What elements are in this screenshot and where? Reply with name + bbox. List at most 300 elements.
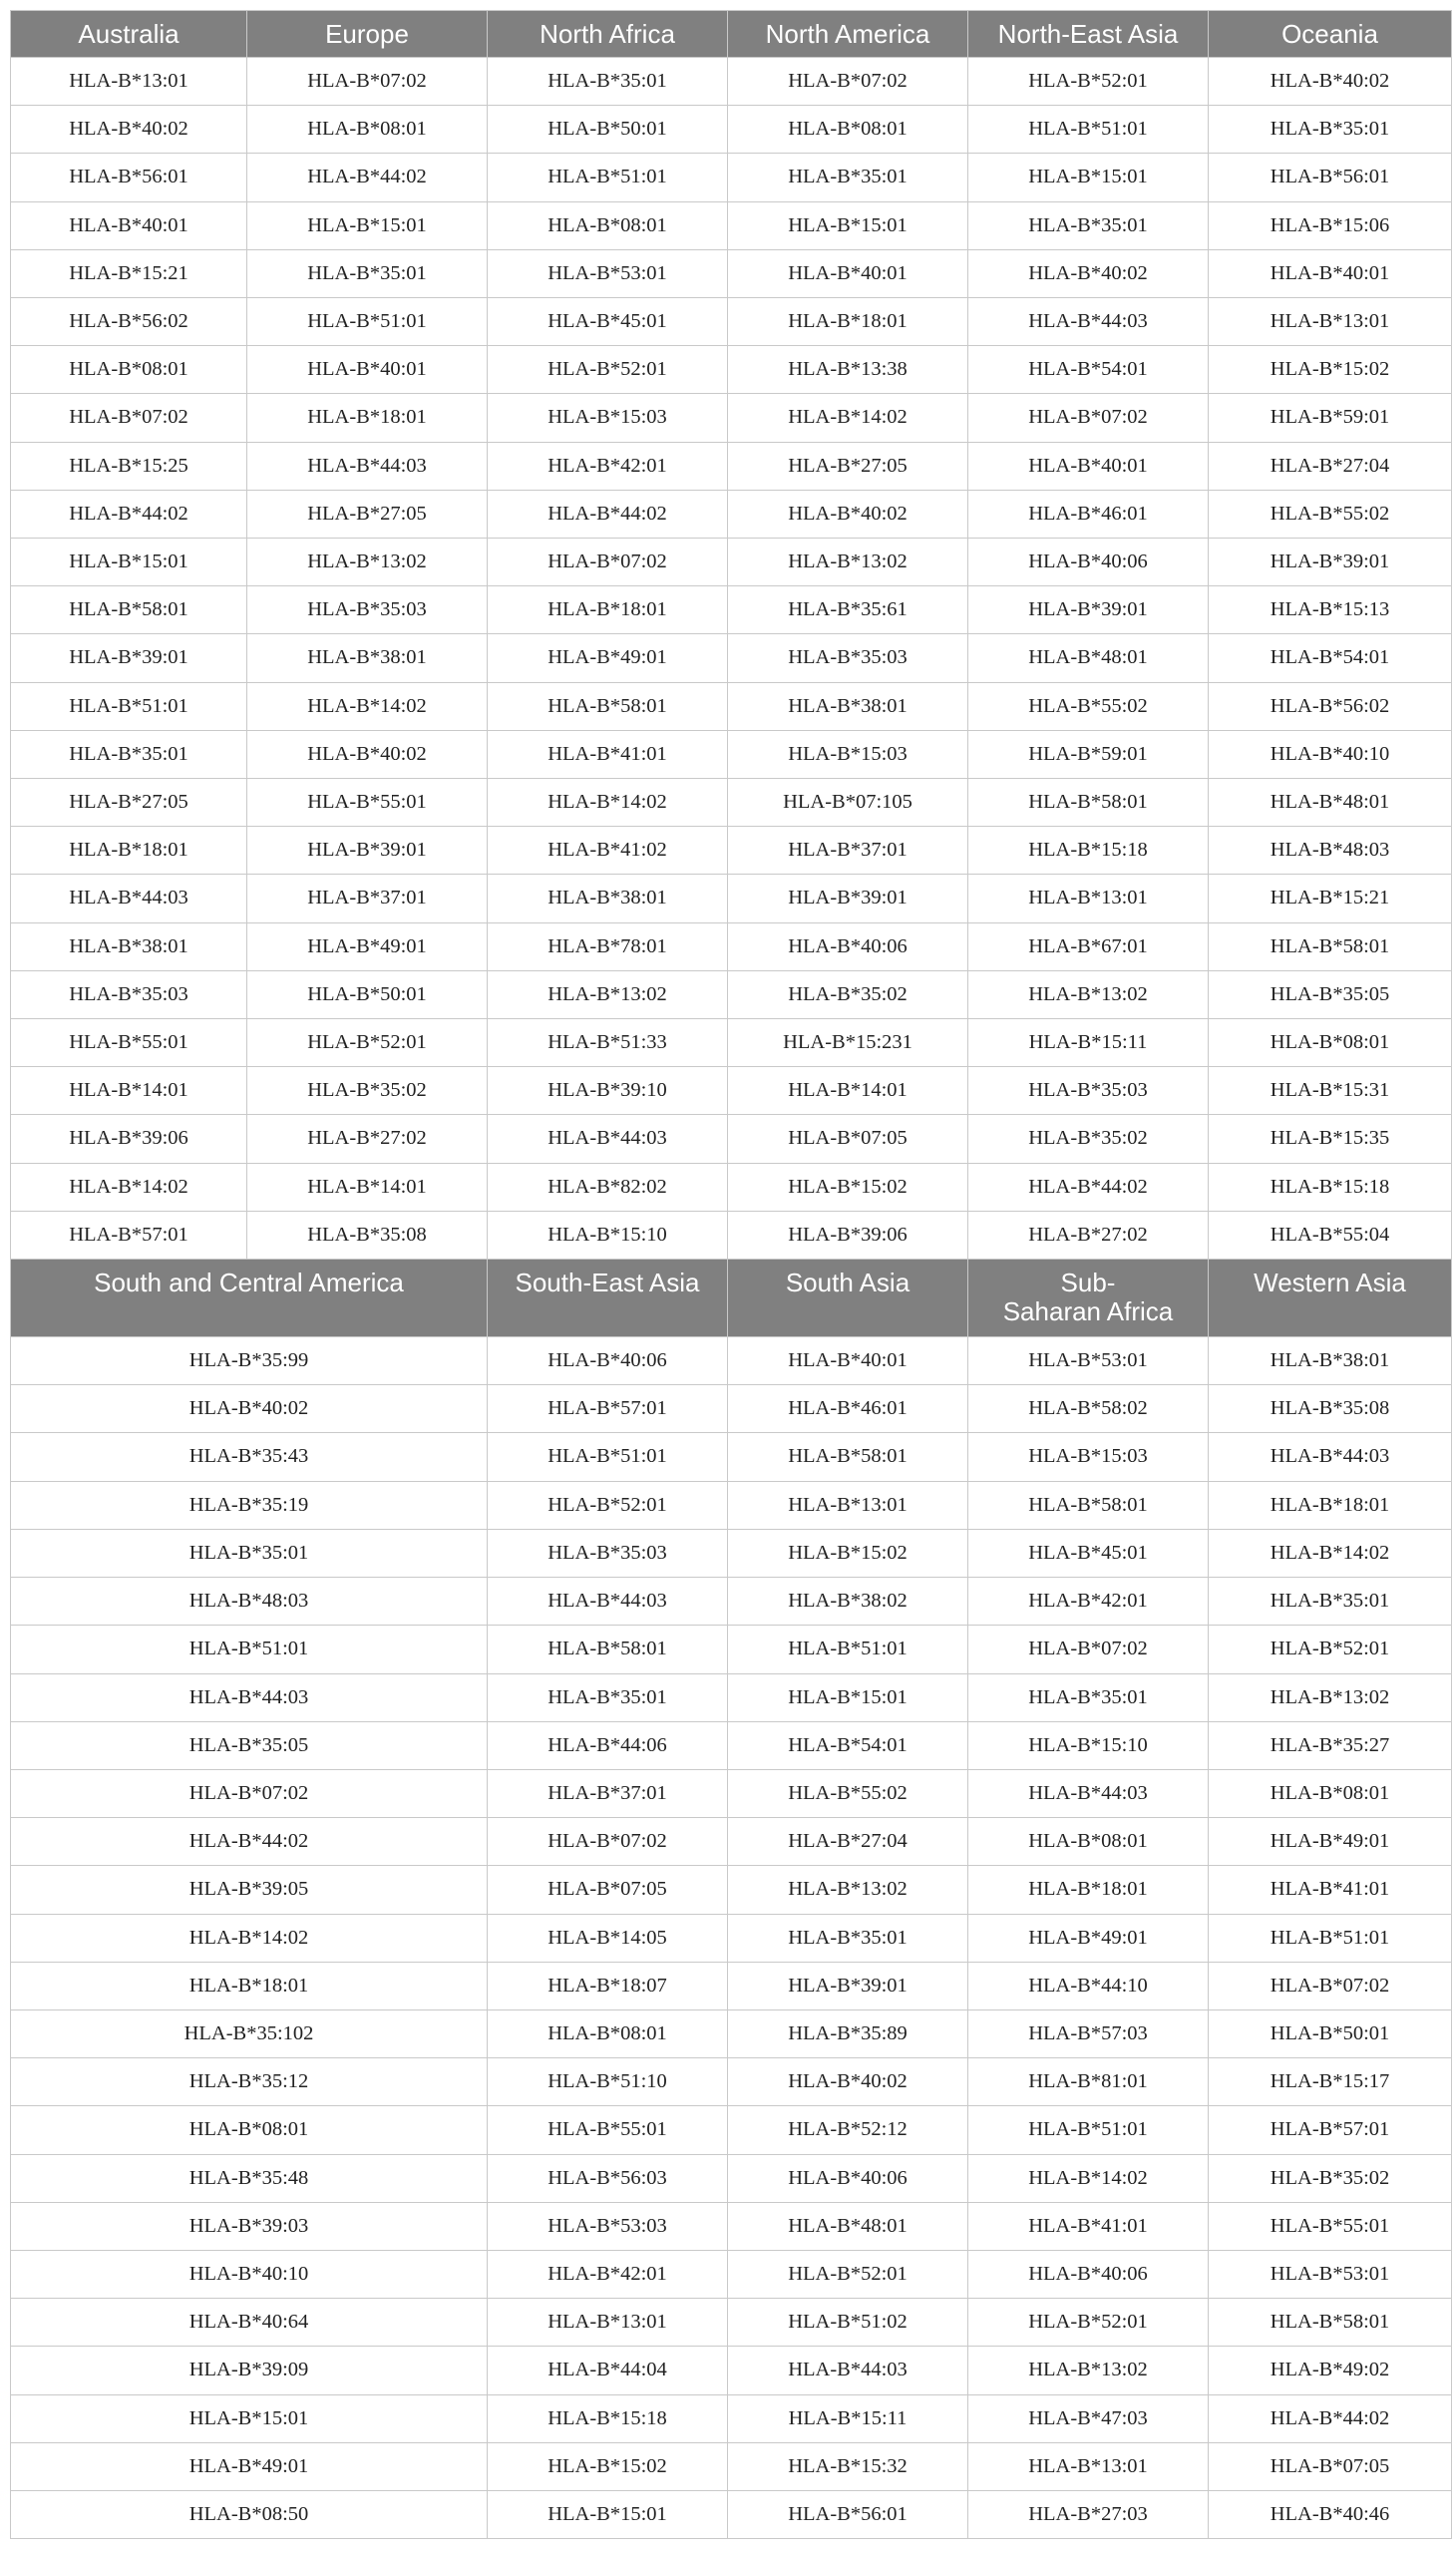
column-header-south-asia (728, 1260, 968, 1337)
allele-cell: HLA-B*49:01 (11, 2442, 488, 2490)
table-row (11, 2347, 1452, 2394)
allele-cell: HLA-B*38:01 (728, 682, 968, 730)
allele-cell: HLA-B*57:01 (488, 1385, 728, 1433)
allele-cell: HLA-B*15:02 (488, 2442, 728, 2490)
allele-cell: HLA-B*51:01 (488, 154, 728, 201)
allele-cell: HLA-B*08:01 (968, 1818, 1209, 1866)
table-row (11, 779, 1452, 827)
table-row (11, 2490, 1452, 2538)
allele-cell: HLA-B*08:01 (247, 106, 488, 154)
allele-cell: HLA-B*27:05 (11, 779, 247, 827)
allele-cell: HLA-B*39:01 (11, 634, 247, 682)
allele-cell: HLA-B*07:02 (488, 539, 728, 586)
allele-cell: HLA-B*52:01 (968, 2299, 1209, 2347)
allele-cell: HLA-B*40:06 (968, 539, 1209, 586)
allele-cell: HLA-B*35:03 (728, 634, 968, 682)
allele-cell: HLA-B*15:01 (968, 154, 1209, 201)
allele-cell: HLA-B*35:03 (968, 1067, 1209, 1115)
allele-cell: HLA-B*39:01 (728, 875, 968, 922)
allele-cell: HLA-B*15:25 (11, 442, 247, 490)
allele-cell: HLA-B*39:03 (11, 2202, 488, 2250)
allele-cell: HLA-B*18:01 (247, 394, 488, 442)
allele-cell: HLA-B*49:01 (488, 634, 728, 682)
allele-cell: HLA-B*15:231 (728, 1019, 968, 1067)
allele-cell: HLA-B*44:02 (968, 1163, 1209, 1211)
table-row (11, 2299, 1452, 2347)
allele-cell: HLA-B*59:01 (968, 730, 1209, 778)
allele-cell: HLA-B*35:01 (1209, 1578, 1452, 1626)
allele-cell: HLA-B*52:01 (968, 58, 1209, 106)
allele-cell: HLA-B*37:01 (728, 827, 968, 875)
allele-cell: HLA-B*40:01 (968, 442, 1209, 490)
allele-cell: HLA-B*51:01 (11, 1626, 488, 1673)
table-row (11, 1578, 1452, 1626)
allele-cell: HLA-B*37:01 (488, 1769, 728, 1817)
allele-cell: HLA-B*35:05 (1209, 970, 1452, 1018)
table-row (11, 2250, 1452, 2298)
allele-cell: HLA-B*55:01 (11, 1019, 247, 1067)
column-header-label: South-East Asia (515, 1268, 700, 1298)
allele-cell: HLA-B*40:02 (11, 106, 247, 154)
table-row (11, 1067, 1452, 1115)
allele-cell: HLA-B*37:01 (247, 875, 488, 922)
allele-cell: HLA-B*18:01 (11, 827, 247, 875)
allele-cell: HLA-B*13:01 (11, 58, 247, 106)
allele-cell: HLA-B*44:02 (1209, 2394, 1452, 2442)
allele-cell: HLA-B*38:01 (488, 875, 728, 922)
allele-cell: HLA-B*35:08 (1209, 1385, 1452, 1433)
allele-cell: HLA-B*58:01 (488, 1626, 728, 1673)
table-row (11, 1337, 1452, 1385)
hla-allele-table (10, 10, 1452, 2539)
allele-cell: HLA-B*46:01 (728, 1385, 968, 1433)
allele-cell: HLA-B*15:03 (968, 1433, 1209, 1481)
allele-cell: HLA-B*48:03 (11, 1578, 488, 1626)
allele-cell: HLA-B*40:10 (11, 2250, 488, 2298)
table-row (11, 1385, 1452, 1433)
column-header-label: Europe (325, 19, 409, 49)
allele-cell: HLA-B*08:01 (11, 2106, 488, 2154)
allele-cell: HLA-B*15:01 (11, 2394, 488, 2442)
allele-cell: HLA-B*51:01 (488, 1433, 728, 1481)
allele-cell: HLA-B*39:09 (11, 2347, 488, 2394)
allele-cell: HLA-B*57:01 (1209, 2106, 1452, 2154)
column-header-oceania (1209, 11, 1452, 58)
column-header-label: North-East Asia (997, 19, 1179, 49)
allele-cell: HLA-B*35:12 (11, 2058, 488, 2106)
allele-cell: HLA-B*07:05 (488, 1866, 728, 1914)
allele-cell: HLA-B*51:10 (488, 2058, 728, 2106)
allele-cell: HLA-B*45:01 (488, 298, 728, 346)
table-row (11, 1163, 1452, 1211)
allele-cell: HLA-B*50:01 (247, 970, 488, 1018)
allele-cell: HLA-B*07:02 (1209, 1962, 1452, 2009)
table-row (11, 1914, 1452, 1962)
allele-cell: HLA-B*50:01 (488, 106, 728, 154)
allele-cell: HLA-B*35:19 (11, 1481, 488, 1529)
allele-cell: HLA-B*44:03 (968, 1769, 1209, 1817)
allele-cell: HLA-B*51:01 (247, 298, 488, 346)
allele-cell: HLA-B*53:01 (968, 1337, 1209, 1385)
column-header-south-and-central-america (11, 1260, 488, 1337)
allele-cell: HLA-B*39:01 (247, 827, 488, 875)
allele-cell: HLA-B*18:01 (488, 586, 728, 634)
table-row (11, 394, 1452, 442)
allele-cell: HLA-B*55:02 (968, 682, 1209, 730)
table-row (11, 1866, 1452, 1914)
allele-cell: HLA-B*08:01 (728, 106, 968, 154)
table-row (11, 2058, 1452, 2106)
allele-cell: HLA-B*40:01 (247, 346, 488, 394)
allele-cell: HLA-B*45:01 (968, 1529, 1209, 1577)
allele-cell: HLA-B*40:64 (11, 2299, 488, 2347)
allele-cell: HLA-B*40:02 (728, 2058, 968, 2106)
allele-cell: HLA-B*40:06 (488, 1337, 728, 1385)
table-row (11, 298, 1452, 346)
allele-cell: HLA-B*18:01 (728, 298, 968, 346)
column-header-label: South and Central America (94, 1268, 404, 1298)
allele-cell: HLA-B*40:10 (1209, 730, 1452, 778)
allele-cell: HLA-B*35:89 (728, 2009, 968, 2057)
allele-cell: HLA-B*51:02 (728, 2299, 968, 2347)
allele-cell: HLA-B*38:01 (1209, 1337, 1452, 1385)
allele-cell: HLA-B*57:03 (968, 2009, 1209, 2057)
allele-cell: HLA-B*15:03 (728, 730, 968, 778)
allele-cell: HLA-B*44:03 (11, 1673, 488, 1721)
allele-cell: HLA-B*53:01 (488, 249, 728, 297)
table-row (11, 249, 1452, 297)
allele-cell: HLA-B*38:01 (11, 922, 247, 970)
allele-cell: HLA-B*15:18 (488, 2394, 728, 2442)
table-row (11, 922, 1452, 970)
allele-cell: HLA-B*35:01 (1209, 106, 1452, 154)
allele-cell: HLA-B*15:35 (1209, 1115, 1452, 1163)
allele-cell: HLA-B*08:01 (488, 201, 728, 249)
allele-cell: HLA-B*54:01 (728, 1721, 968, 1769)
allele-cell: HLA-B*13:02 (728, 1866, 968, 1914)
column-header-western-asia (1209, 1260, 1452, 1337)
column-header-australia (11, 11, 247, 58)
allele-cell: HLA-B*44:03 (1209, 1433, 1452, 1481)
allele-cell: HLA-B*13:01 (968, 875, 1209, 922)
table-row (11, 442, 1452, 490)
allele-cell: HLA-B*13:02 (488, 970, 728, 1018)
allele-cell: HLA-B*35:01 (488, 58, 728, 106)
allele-cell: HLA-B*52:01 (488, 346, 728, 394)
column-header-north-africa (488, 11, 728, 58)
allele-cell: HLA-B*42:01 (968, 1578, 1209, 1626)
allele-cell: HLA-B*35:61 (728, 586, 968, 634)
allele-cell: HLA-B*53:03 (488, 2202, 728, 2250)
allele-cell: HLA-B*35:02 (1209, 2154, 1452, 2202)
allele-cell: HLA-B*35:43 (11, 1433, 488, 1481)
table-row (11, 2442, 1452, 2490)
table-row (11, 539, 1452, 586)
allele-cell: HLA-B*44:03 (11, 875, 247, 922)
allele-cell: HLA-B*39:01 (728, 1962, 968, 2009)
allele-cell: HLA-B*56:01 (728, 2490, 968, 2538)
allele-cell: HLA-B*35:01 (11, 730, 247, 778)
allele-cell: HLA-B*52:01 (488, 1481, 728, 1529)
allele-cell: HLA-B*18:01 (1209, 1481, 1452, 1529)
allele-cell: HLA-B*18:07 (488, 1962, 728, 2009)
allele-cell: HLA-B*44:02 (488, 490, 728, 538)
allele-cell: HLA-B*44:03 (488, 1115, 728, 1163)
allele-cell: HLA-B*07:02 (11, 1769, 488, 1817)
allele-cell: HLA-B*82:02 (488, 1163, 728, 1211)
table-row (11, 1115, 1452, 1163)
allele-cell: HLA-B*08:01 (488, 2009, 728, 2057)
allele-cell: HLA-B*13:02 (968, 2347, 1209, 2394)
allele-cell: HLA-B*35:48 (11, 2154, 488, 2202)
allele-cell: HLA-B*27:04 (728, 1818, 968, 1866)
allele-cell: HLA-B*14:01 (11, 1067, 247, 1115)
allele-cell: HLA-B*40:06 (968, 2250, 1209, 2298)
allele-cell: HLA-B*27:03 (968, 2490, 1209, 2538)
allele-cell: HLA-B*14:01 (728, 1067, 968, 1115)
allele-cell: HLA-B*35:01 (968, 1673, 1209, 1721)
allele-cell: HLA-B*14:01 (247, 1163, 488, 1211)
region-header-row-top (11, 11, 1452, 58)
allele-cell: HLA-B*14:02 (968, 2154, 1209, 2202)
allele-cell: HLA-B*18:01 (968, 1866, 1209, 1914)
allele-cell: HLA-B*51:01 (11, 682, 247, 730)
table-row (11, 2202, 1452, 2250)
allele-cell: HLA-B*27:05 (728, 442, 968, 490)
allele-cell: HLA-B*41:02 (488, 827, 728, 875)
allele-cell: HLA-B*13:02 (728, 539, 968, 586)
allele-cell: HLA-B*41:01 (968, 2202, 1209, 2250)
allele-cell: HLA-B*54:01 (968, 346, 1209, 394)
allele-cell: HLA-B*42:01 (488, 2250, 728, 2298)
allele-cell: HLA-B*41:01 (1209, 1866, 1452, 1914)
allele-cell: HLA-B*58:01 (11, 586, 247, 634)
allele-cell: HLA-B*40:46 (1209, 2490, 1452, 2538)
column-header-europe (247, 11, 488, 58)
allele-cell: HLA-B*47:03 (968, 2394, 1209, 2442)
allele-cell: HLA-B*58:01 (1209, 2299, 1452, 2347)
column-header-label: North Africa (540, 19, 675, 49)
allele-cell: HLA-B*39:10 (488, 1067, 728, 1115)
allele-cell: HLA-B*27:05 (247, 490, 488, 538)
allele-cell: HLA-B*07:02 (968, 394, 1209, 442)
allele-cell: HLA-B*55:02 (728, 1769, 968, 1817)
allele-cell: HLA-B*58:02 (968, 1385, 1209, 1433)
allele-cell: HLA-B*35:03 (11, 970, 247, 1018)
allele-cell: HLA-B*15:01 (728, 201, 968, 249)
allele-cell: HLA-B*38:01 (247, 634, 488, 682)
table-row (11, 1626, 1452, 1673)
allele-cell: HLA-B*44:03 (247, 442, 488, 490)
table-row (11, 827, 1452, 875)
allele-cell: HLA-B*40:01 (1209, 249, 1452, 297)
allele-cell: HLA-B*81:01 (968, 2058, 1209, 2106)
table-row (11, 490, 1452, 538)
allele-cell: HLA-B*67:01 (968, 922, 1209, 970)
allele-cell: HLA-B*44:02 (11, 490, 247, 538)
allele-cell: HLA-B*35:01 (728, 154, 968, 201)
allele-cell: HLA-B*07:02 (728, 58, 968, 106)
allele-cell: HLA-B*40:02 (247, 730, 488, 778)
allele-cell: HLA-B*40:02 (1209, 58, 1452, 106)
allele-cell: HLA-B*52:01 (728, 2250, 968, 2298)
column-header-label: Western Asia (1254, 1268, 1406, 1298)
allele-cell: HLA-B*35:08 (247, 1211, 488, 1259)
allele-cell: HLA-B*35:01 (488, 1673, 728, 1721)
allele-cell: HLA-B*35:102 (11, 2009, 488, 2057)
allele-cell: HLA-B*15:01 (488, 2490, 728, 2538)
allele-cell: HLA-B*14:02 (488, 779, 728, 827)
allele-cell: HLA-B*48:01 (1209, 779, 1452, 827)
table-row (11, 1769, 1452, 1817)
column-header-label: Oceania (1281, 19, 1378, 49)
table-row (11, 154, 1452, 201)
allele-cell: HLA-B*35:03 (247, 586, 488, 634)
allele-cell: HLA-B*58:01 (1209, 922, 1452, 970)
allele-cell: HLA-B*40:06 (728, 922, 968, 970)
allele-cell: HLA-B*07:105 (728, 779, 968, 827)
allele-cell: HLA-B*55:02 (1209, 490, 1452, 538)
allele-cell: HLA-B*44:03 (968, 298, 1209, 346)
allele-cell: HLA-B*35:03 (488, 1529, 728, 1577)
allele-cell: HLA-B*15:11 (968, 1019, 1209, 1067)
column-header-south-east-asia (488, 1260, 728, 1337)
allele-cell: HLA-B*35:02 (968, 1115, 1209, 1163)
allele-cell: HLA-B*35:02 (247, 1067, 488, 1115)
allele-cell: HLA-B*15:02 (1209, 346, 1452, 394)
allele-cell: HLA-B*14:02 (11, 1914, 488, 1962)
allele-cell: HLA-B*58:01 (488, 682, 728, 730)
allele-cell: HLA-B*56:02 (1209, 682, 1452, 730)
allele-cell: HLA-B*52:01 (1209, 1626, 1452, 1673)
allele-cell: HLA-B*08:01 (11, 346, 247, 394)
bottom-table-body (11, 1337, 1452, 2539)
table-row (11, 970, 1452, 1018)
allele-cell: HLA-B*15:06 (1209, 201, 1452, 249)
allele-cell: HLA-B*14:02 (728, 394, 968, 442)
table-row (11, 730, 1452, 778)
allele-cell: HLA-B*08:50 (11, 2490, 488, 2538)
table-row (11, 1673, 1452, 1721)
allele-cell: HLA-B*51:01 (968, 2106, 1209, 2154)
allele-cell: HLA-B*39:05 (11, 1866, 488, 1914)
allele-cell: HLA-B*07:02 (968, 1626, 1209, 1673)
allele-cell: HLA-B*15:18 (1209, 1163, 1452, 1211)
allele-cell: HLA-B*52:01 (247, 1019, 488, 1067)
allele-cell: HLA-B*07:05 (1209, 2442, 1452, 2490)
allele-cell: HLA-B*15:01 (728, 1673, 968, 1721)
allele-cell: HLA-B*13:38 (728, 346, 968, 394)
allele-cell: HLA-B*13:01 (488, 2299, 728, 2347)
allele-cell: HLA-B*41:01 (488, 730, 728, 778)
table-row (11, 634, 1452, 682)
allele-cell: HLA-B*35:05 (11, 1721, 488, 1769)
allele-cell: HLA-B*48:01 (968, 634, 1209, 682)
table-row (11, 1019, 1452, 1067)
allele-cell: HLA-B*38:02 (728, 1578, 968, 1626)
allele-cell: HLA-B*27:02 (968, 1211, 1209, 1259)
allele-cell: HLA-B*55:01 (488, 2106, 728, 2154)
allele-cell: HLA-B*15:21 (1209, 875, 1452, 922)
allele-cell: HLA-B*07:02 (488, 1818, 728, 1866)
allele-cell: HLA-B*51:01 (968, 106, 1209, 154)
allele-cell: HLA-B*35:01 (968, 201, 1209, 249)
allele-cell: HLA-B*35:01 (247, 249, 488, 297)
allele-cell: HLA-B*35:27 (1209, 1721, 1452, 1769)
allele-cell: HLA-B*46:01 (968, 490, 1209, 538)
table-row (11, 2154, 1452, 2202)
allele-cell: HLA-B*44:03 (728, 2347, 968, 2394)
allele-cell: HLA-B*27:04 (1209, 442, 1452, 490)
column-header-north-america (728, 11, 968, 58)
allele-cell: HLA-B*15:13 (1209, 586, 1452, 634)
column-header-sub-saharan-africa (968, 1260, 1209, 1337)
allele-cell: HLA-B*40:01 (11, 201, 247, 249)
allele-cell: HLA-B*59:01 (1209, 394, 1452, 442)
table-row (11, 1818, 1452, 1866)
allele-cell: HLA-B*48:01 (728, 2202, 968, 2250)
allele-cell: HLA-B*57:01 (11, 1211, 247, 1259)
allele-cell: HLA-B*39:01 (1209, 539, 1452, 586)
allele-cell: HLA-B*13:02 (968, 970, 1209, 1018)
allele-cell: HLA-B*58:01 (968, 1481, 1209, 1529)
allele-cell: HLA-B*55:01 (1209, 2202, 1452, 2250)
allele-cell: HLA-B*56:03 (488, 2154, 728, 2202)
allele-cell: HLA-B*40:06 (728, 2154, 968, 2202)
table-row (11, 1721, 1452, 1769)
allele-cell: HLA-B*35:99 (11, 1337, 488, 1385)
allele-cell: HLA-B*40:02 (11, 1385, 488, 1433)
allele-cell: HLA-B*52:12 (728, 2106, 968, 2154)
table-row (11, 1481, 1452, 1529)
allele-cell: HLA-B*49:02 (1209, 2347, 1452, 2394)
allele-cell: HLA-B*44:03 (488, 1578, 728, 1626)
allele-cell: HLA-B*44:02 (247, 154, 488, 201)
allele-cell: HLA-B*48:03 (1209, 827, 1452, 875)
allele-cell: HLA-B*42:01 (488, 442, 728, 490)
allele-cell: HLA-B*39:01 (968, 586, 1209, 634)
table-row (11, 346, 1452, 394)
allele-cell: HLA-B*08:01 (1209, 1019, 1452, 1067)
table-row (11, 106, 1452, 154)
column-header-north-east-asia (968, 11, 1209, 58)
allele-cell: HLA-B*39:06 (11, 1115, 247, 1163)
column-header-label: North America (765, 19, 930, 49)
allele-cell: HLA-B*14:05 (488, 1914, 728, 1962)
allele-cell: HLA-B*55:04 (1209, 1211, 1452, 1259)
allele-cell: HLA-B*14:02 (1209, 1529, 1452, 1577)
column-header-label: Australia (78, 19, 180, 49)
allele-cell: HLA-B*35:01 (728, 1914, 968, 1962)
table-row (11, 2106, 1452, 2154)
table-row (11, 1433, 1452, 1481)
allele-cell: HLA-B*07:05 (728, 1115, 968, 1163)
allele-cell: HLA-B*51:33 (488, 1019, 728, 1067)
allele-cell: HLA-B*40:02 (968, 249, 1209, 297)
allele-cell: HLA-B*15:32 (728, 2442, 968, 2490)
allele-cell: HLA-B*53:01 (1209, 2250, 1452, 2298)
column-header-label: Sub- Saharan Africa (1002, 1268, 1174, 1327)
allele-cell: HLA-B*35:01 (11, 1529, 488, 1577)
table-row (11, 682, 1452, 730)
allele-cell: HLA-B*13:01 (1209, 298, 1452, 346)
table-row (11, 1962, 1452, 2009)
allele-cell: HLA-B*14:02 (247, 682, 488, 730)
allele-cell: HLA-B*44:02 (11, 1818, 488, 1866)
allele-cell: HLA-B*08:01 (1209, 1769, 1452, 1817)
allele-cell: HLA-B*49:01 (247, 922, 488, 970)
allele-cell: HLA-B*15:11 (728, 2394, 968, 2442)
